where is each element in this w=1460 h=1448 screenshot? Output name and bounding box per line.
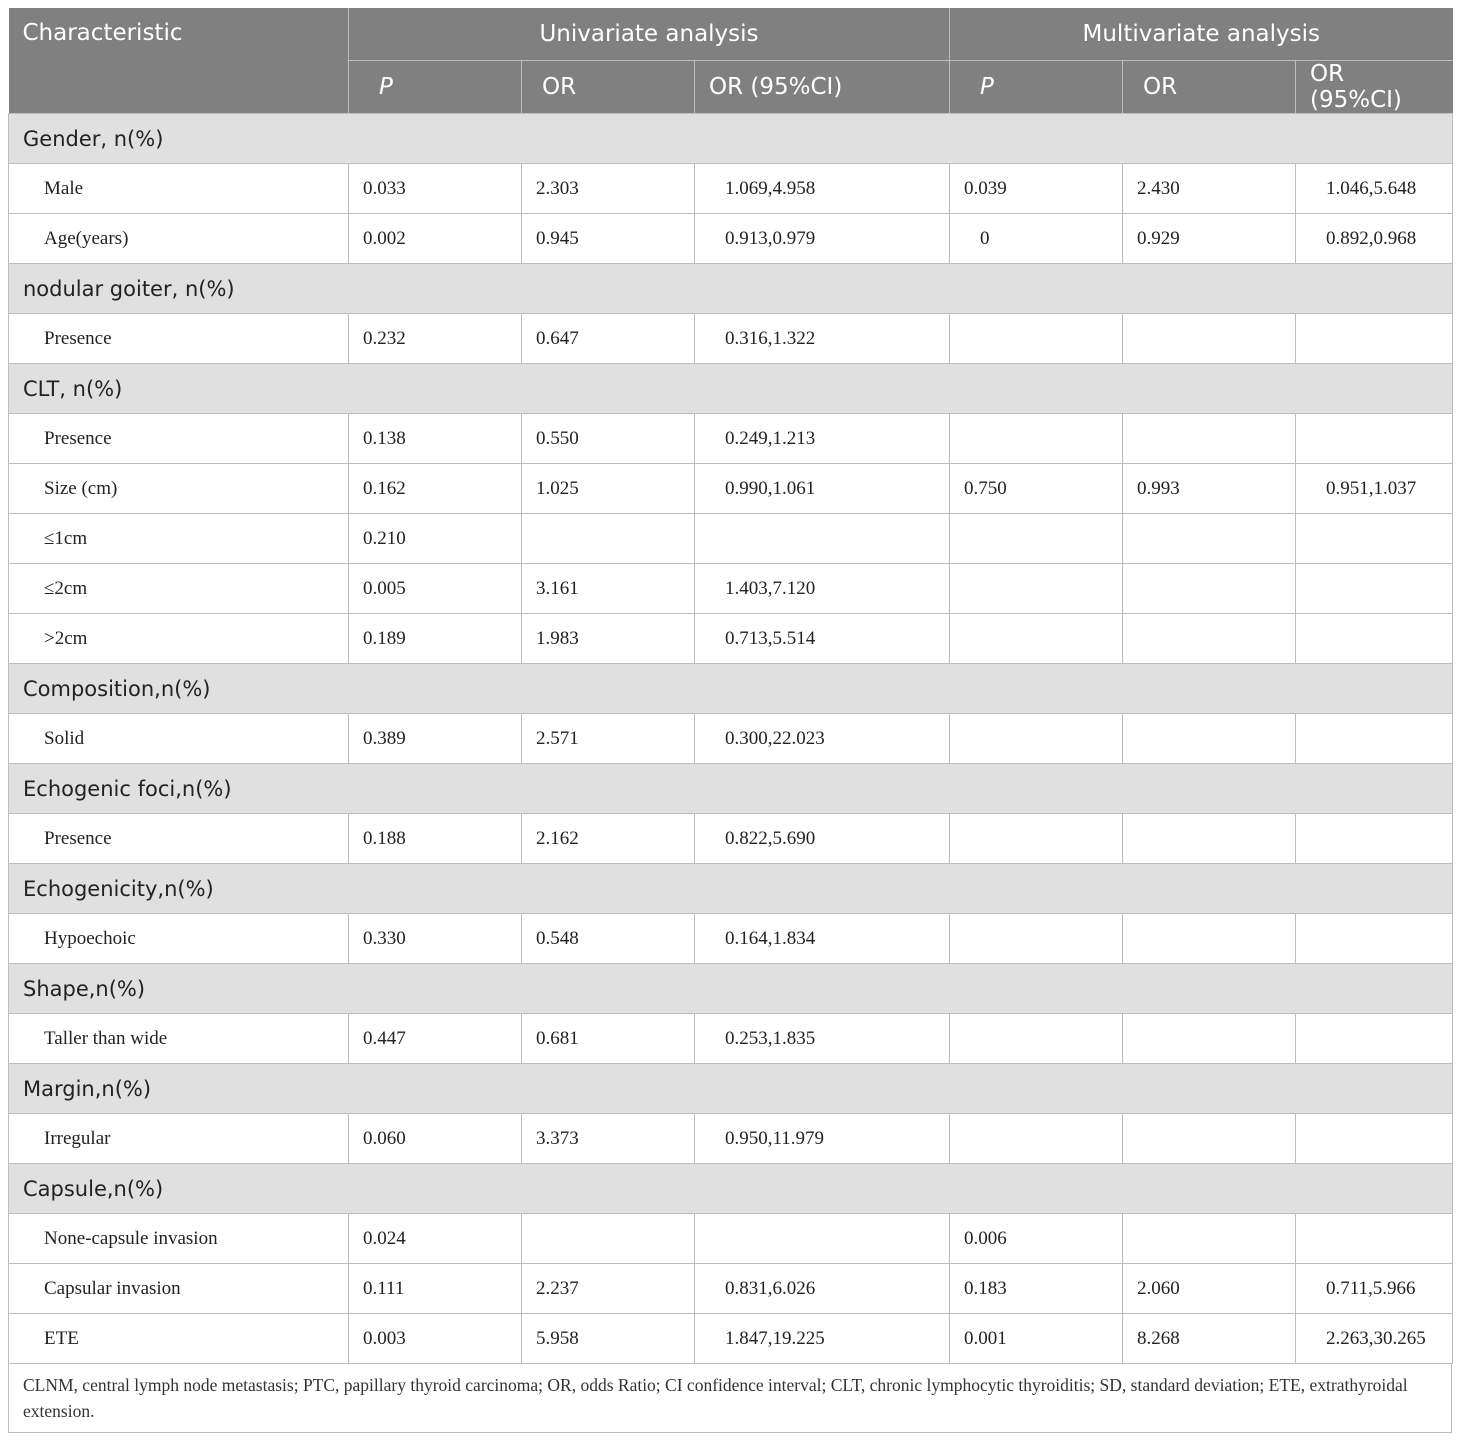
table-row (9, 1114, 1453, 1164)
table-row (9, 1314, 1453, 1364)
row-label: >2cm (9, 614, 349, 664)
header-multivariate-or: OR (1123, 61, 1296, 114)
univariate-p-cell: 0.002 (349, 214, 522, 264)
univariate-or-cell: 3.161 (522, 564, 695, 614)
section-label: Capsule,n(%) (9, 1164, 1453, 1214)
table-footnote: CLNM, central lymph node metastasis; PTC, papillary thyroid carcinoma; OR, odds Ratio; CI confidence interval; CLT, chronic lymphocytic thyroiditis; SD, standard deviation; ETE, extrathyroidal extension. (8, 1364, 1452, 1433)
univariate-p-cell: 0.330 (349, 914, 522, 964)
univariate-p-cell: 0.189 (349, 614, 522, 664)
univariate-or-cell: 0.681 (522, 1014, 695, 1064)
univariate-or-ci-cell: 1.403,7.120 (695, 564, 950, 614)
multivariate-or-ci-cell (1296, 614, 1453, 664)
table-row (9, 314, 1453, 364)
table-row (9, 1014, 1453, 1064)
multivariate-or-ci-cell (1296, 914, 1453, 964)
multivariate-or-cell (1123, 414, 1296, 464)
row-label: None-capsule invasion (9, 1214, 349, 1264)
multivariate-or-cell (1123, 314, 1296, 364)
multivariate-p-cell: 0.039 (950, 164, 1123, 214)
univariate-p-cell: 0.111 (349, 1264, 522, 1314)
table-row (9, 164, 1453, 214)
row-label: ≤2cm (9, 564, 349, 614)
multivariate-or-cell (1123, 564, 1296, 614)
header-univariate-or-ci: OR (95%CI) (695, 61, 950, 114)
row-label: Presence (9, 314, 349, 364)
multivariate-or-ci-cell: 0.951,1.037 (1296, 464, 1453, 514)
univariate-or-cell: 0.548 (522, 914, 695, 964)
section-row (9, 764, 1453, 814)
table-row (9, 814, 1453, 864)
univariate-or-ci-cell: 0.831,6.026 (695, 1264, 950, 1314)
univariate-p-cell: 0.389 (349, 714, 522, 764)
row-label: Taller than wide (9, 1014, 349, 1064)
univariate-p-cell: 0.024 (349, 1214, 522, 1264)
row-label: Irregular (9, 1114, 349, 1164)
table-row (9, 214, 1453, 264)
multivariate-or-ci-cell: 1.046,5.648 (1296, 164, 1453, 214)
univariate-or-ci-cell: 1.069,4.958 (695, 164, 950, 214)
table-row (9, 914, 1453, 964)
univariate-or-ci-cell: 0.300,22.023 (695, 714, 950, 764)
multivariate-or-cell (1123, 814, 1296, 864)
multivariate-or-cell (1123, 1014, 1296, 1064)
univariate-or-ci-cell: 0.950,11.979 (695, 1114, 950, 1164)
univariate-or-cell: 2.237 (522, 1264, 695, 1314)
univariate-p-cell: 0.033 (349, 164, 522, 214)
univariate-or-cell: 2.571 (522, 714, 695, 764)
header-multivariate-or-ci: OR (95%CI) (1296, 61, 1453, 114)
multivariate-p-cell (950, 414, 1123, 464)
multivariate-or-cell (1123, 914, 1296, 964)
univariate-or-cell: 0.550 (522, 414, 695, 464)
univariate-or-cell: 5.958 (522, 1314, 695, 1364)
univariate-p-cell: 0.138 (349, 414, 522, 464)
multivariate-p-cell (950, 514, 1123, 564)
univariate-or-cell (522, 514, 695, 564)
row-label: Presence (9, 414, 349, 464)
univariate-or-cell: 2.162 (522, 814, 695, 864)
univariate-or-ci-cell (695, 514, 950, 564)
univariate-p-cell: 0.447 (349, 1014, 522, 1064)
section-row (9, 264, 1453, 314)
header-multivariate-p: P (950, 61, 1123, 114)
multivariate-p-cell (950, 814, 1123, 864)
header-characteristic: Characteristic (9, 8, 349, 114)
univariate-or-cell: 1.983 (522, 614, 695, 664)
multivariate-or-ci-cell (1296, 1214, 1453, 1264)
table-row (9, 1214, 1453, 1264)
multivariate-or-cell: 0.993 (1123, 464, 1296, 514)
row-label: ≤1cm (9, 514, 349, 564)
multivariate-p-cell (950, 1014, 1123, 1064)
univariate-or-cell (522, 1214, 695, 1264)
univariate-or-ci-cell: 0.822,5.690 (695, 814, 950, 864)
table-row (9, 514, 1453, 564)
table-body (9, 114, 1453, 1364)
multivariate-or-ci-cell (1296, 514, 1453, 564)
univariate-p-cell: 0.003 (349, 1314, 522, 1364)
header-univariate: Univariate analysis (349, 8, 950, 61)
section-label: Composition,n(%) (9, 664, 1453, 714)
univariate-p-cell: 0.210 (349, 514, 522, 564)
univariate-or-ci-cell: 0.713,5.514 (695, 614, 950, 664)
section-row (9, 864, 1453, 914)
table-header (9, 8, 1453, 114)
univariate-or-ci-cell: 0.316,1.322 (695, 314, 950, 364)
univariate-p-cell: 0.188 (349, 814, 522, 864)
section-label: Echogenicity,n(%) (9, 864, 1453, 914)
row-label: Hypoechoic (9, 914, 349, 964)
header-univariate-or: OR (522, 61, 695, 114)
multivariate-or-ci-cell (1296, 1114, 1453, 1164)
multivariate-or-ci-cell: 2.263,30.265 (1296, 1314, 1453, 1364)
table-row (9, 714, 1453, 764)
multivariate-or-cell (1123, 614, 1296, 664)
section-row (9, 964, 1453, 1014)
univariate-or-cell: 0.945 (522, 214, 695, 264)
section-row (9, 664, 1453, 714)
row-label: Male (9, 164, 349, 214)
univariate-or-ci-cell: 0.164,1.834 (695, 914, 950, 964)
section-label: Margin,n(%) (9, 1064, 1453, 1114)
multivariate-or-ci-cell: 0.892,0.968 (1296, 214, 1453, 264)
row-label: ETE (9, 1314, 349, 1364)
multivariate-p-cell (950, 314, 1123, 364)
section-label: CLT, n(%) (9, 364, 1453, 414)
univariate-or-ci-cell: 0.913,0.979 (695, 214, 950, 264)
univariate-p-cell: 0.060 (349, 1114, 522, 1164)
row-label: Presence (9, 814, 349, 864)
multivariate-p-cell (950, 564, 1123, 614)
table-container (8, 8, 1452, 1433)
univariate-or-ci-cell (695, 1214, 950, 1264)
section-label: Gender, n(%) (9, 114, 1453, 164)
section-row (9, 364, 1453, 414)
table-row (9, 1264, 1453, 1314)
univariate-or-ci-cell: 1.847,19.225 (695, 1314, 950, 1364)
table-row (9, 614, 1453, 664)
multivariate-or-cell: 2.060 (1123, 1264, 1296, 1314)
row-label: Capsular invasion (9, 1264, 349, 1314)
section-label: Echogenic foci,n(%) (9, 764, 1453, 814)
univariate-p-cell: 0.005 (349, 564, 522, 614)
multivariate-or-cell: 2.430 (1123, 164, 1296, 214)
table-row (9, 414, 1453, 464)
multivariate-or-cell (1123, 714, 1296, 764)
multivariate-or-ci-cell (1296, 1014, 1453, 1064)
multivariate-p-cell (950, 1114, 1123, 1164)
univariate-or-cell: 3.373 (522, 1114, 695, 1164)
row-label: Solid (9, 714, 349, 764)
univariate-or-cell: 0.647 (522, 314, 695, 364)
section-label: Shape,n(%) (9, 964, 1453, 1014)
multivariate-p-cell (950, 714, 1123, 764)
univariate-or-ci-cell: 0.253,1.835 (695, 1014, 950, 1064)
multivariate-or-cell: 0.929 (1123, 214, 1296, 264)
multivariate-p-cell: 0.750 (950, 464, 1123, 514)
univariate-or-cell: 2.303 (522, 164, 695, 214)
multivariate-or-ci-cell (1296, 314, 1453, 364)
multivariate-or-ci-cell (1296, 714, 1453, 764)
row-label: Age(years) (9, 214, 349, 264)
multivariate-or-ci-cell (1296, 414, 1453, 464)
header-multivariate: Multivariate analysis (950, 8, 1453, 61)
multivariate-p-cell: 0.183 (950, 1264, 1123, 1314)
section-label: nodular goiter, n(%) (9, 264, 1453, 314)
univariate-p-cell: 0.232 (349, 314, 522, 364)
header-univariate-p: P (349, 61, 522, 114)
multivariate-or-cell (1123, 1114, 1296, 1164)
multivariate-or-cell (1123, 1214, 1296, 1264)
multivariate-or-cell: 8.268 (1123, 1314, 1296, 1364)
multivariate-p-cell (950, 614, 1123, 664)
multivariate-or-ci-cell: 0.711,5.966 (1296, 1264, 1453, 1314)
multivariate-p-cell (950, 914, 1123, 964)
multivariate-or-cell (1123, 514, 1296, 564)
multivariate-or-ci-cell (1296, 814, 1453, 864)
regression-table (8, 8, 1453, 1364)
section-row (9, 1064, 1453, 1114)
section-row (9, 114, 1453, 164)
univariate-or-cell: 1.025 (522, 464, 695, 514)
univariate-p-cell: 0.162 (349, 464, 522, 514)
multivariate-or-ci-cell (1296, 564, 1453, 614)
row-label: Size (cm) (9, 464, 349, 514)
multivariate-p-cell: 0 (950, 214, 1123, 264)
table-row (9, 564, 1453, 614)
section-row (9, 1164, 1453, 1214)
univariate-or-ci-cell: 0.249,1.213 (695, 414, 950, 464)
multivariate-p-cell: 0.001 (950, 1314, 1123, 1364)
multivariate-p-cell: 0.006 (950, 1214, 1123, 1264)
table-row (9, 464, 1453, 514)
univariate-or-ci-cell: 0.990,1.061 (695, 464, 950, 514)
